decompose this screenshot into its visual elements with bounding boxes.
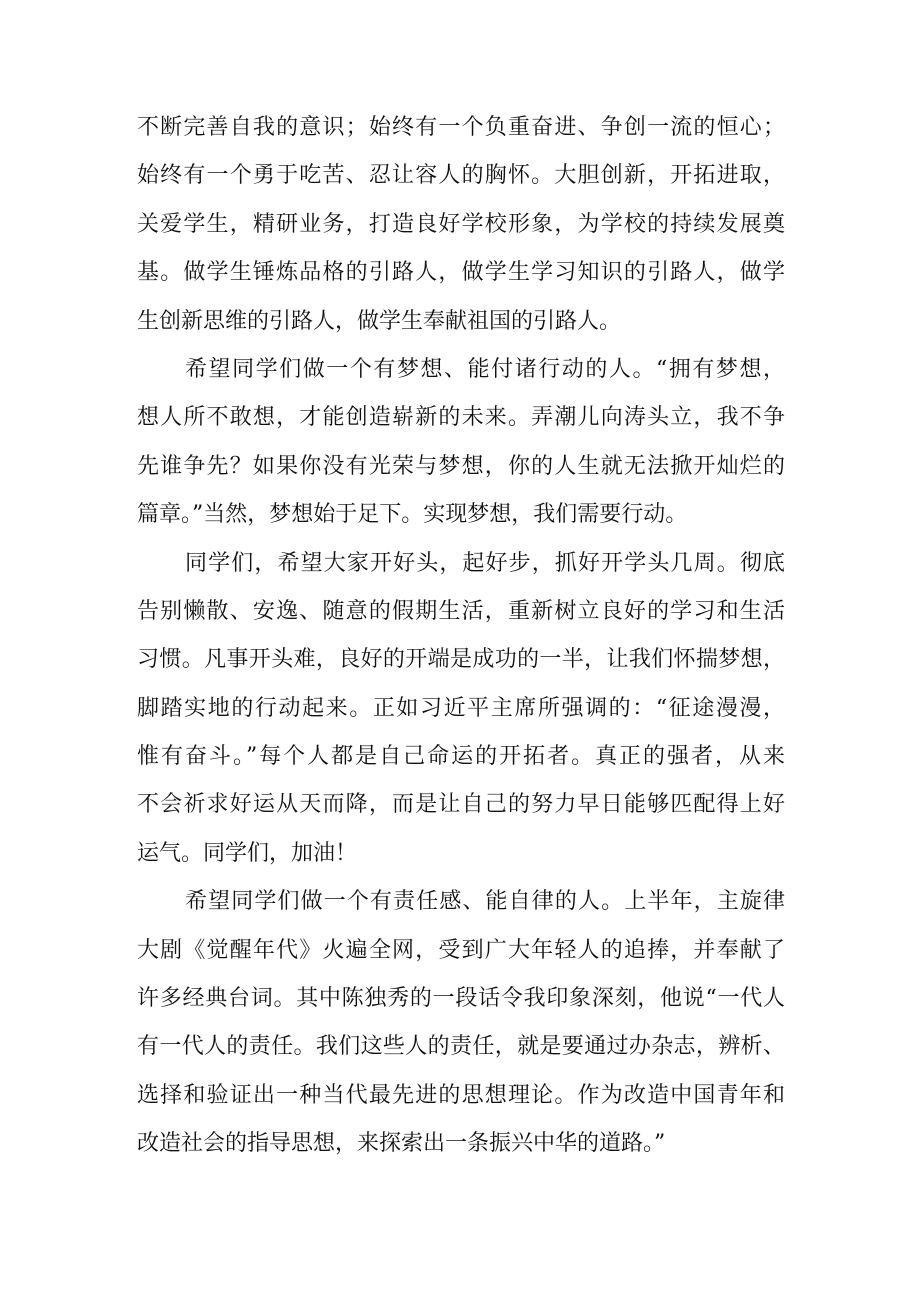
- text-line: 始终有一个勇于吃苦、忍让容人的胸怀。大胆创新，开拓进取，: [137, 163, 785, 189]
- text-line: 脚踏实地的行动起来。正如习近平主席所强调的：“征途漫漫，: [137, 695, 785, 721]
- text-line: 运气。同学们，加油！: [137, 840, 358, 866]
- text-line: 大剧《觉醒年代》火遍全网，受到广大年轻人的追捧，并奉献了: [137, 937, 785, 963]
- text-line: 想人所不敢想，才能创造崭新的未来。弄潮儿向涛头立，我不争: [137, 405, 785, 431]
- text-line: 关爱学生，精研业务，打造良好学校形象，为学校的持续发展奠: [137, 211, 785, 237]
- text-line: 希望同学们做一个有梦想、能付诸行动的人。“拥有梦想，: [185, 356, 785, 382]
- text-line: 先谁争先？如果你没有光荣与梦想，你的人生就无法掀开灿烂的: [137, 453, 785, 479]
- text-line: 惟有奋斗。”每个人都是自己命运的开拓者。真正的强者，从来: [137, 744, 785, 770]
- text-line: 选择和验证出一种当代最先进的思想理论。作为改造中国青年和: [137, 1082, 785, 1108]
- paragraph: [137, 540, 785, 879]
- text-line: 希望同学们做一个有责任感、能自律的人。上半年，主旋律: [185, 889, 785, 915]
- paragraph: [137, 346, 785, 540]
- paragraph: [137, 878, 785, 1168]
- paragraph: [137, 104, 785, 346]
- text-line: 告别懒散、安逸、随意的假期生活，重新树立良好的学习和生活: [137, 598, 785, 624]
- document-body: [137, 104, 785, 1169]
- text-line: 篇章。”当然，梦想始于足下。实现梦想，我们需要行动。: [137, 502, 688, 528]
- text-line: 同学们，希望大家开好头，起好步，抓好开学头几周。彻底: [185, 550, 785, 576]
- text-line: 习惯。凡事开头难，良好的开端是成功的一半，让我们怀揣梦想，: [137, 647, 785, 673]
- text-line: 不会祈求好运从天而降，而是让自己的努力早日能够匹配得上好: [137, 792, 785, 818]
- text-line: 基。做学生锤炼品格的引路人，做学生学习知识的引路人，做学: [137, 260, 785, 286]
- text-line: 许多经典台词。其中陈独秀的一段话令我印象深刻，他说“一代人: [137, 986, 785, 1012]
- text-line: 生创新思维的引路人，做学生奉献祖国的引路人。: [137, 308, 622, 334]
- text-line: 改造社会的指导思想，来探索出一条振兴中华的道路。”: [137, 1131, 666, 1157]
- text-line: 有一代人的责任。我们这些人的责任，就是要通过办杂志，辨析、: [137, 1034, 785, 1060]
- text-line: 不断完善自我的意识；始终有一个负重奋进、争创一流的恒心；: [137, 115, 785, 140]
